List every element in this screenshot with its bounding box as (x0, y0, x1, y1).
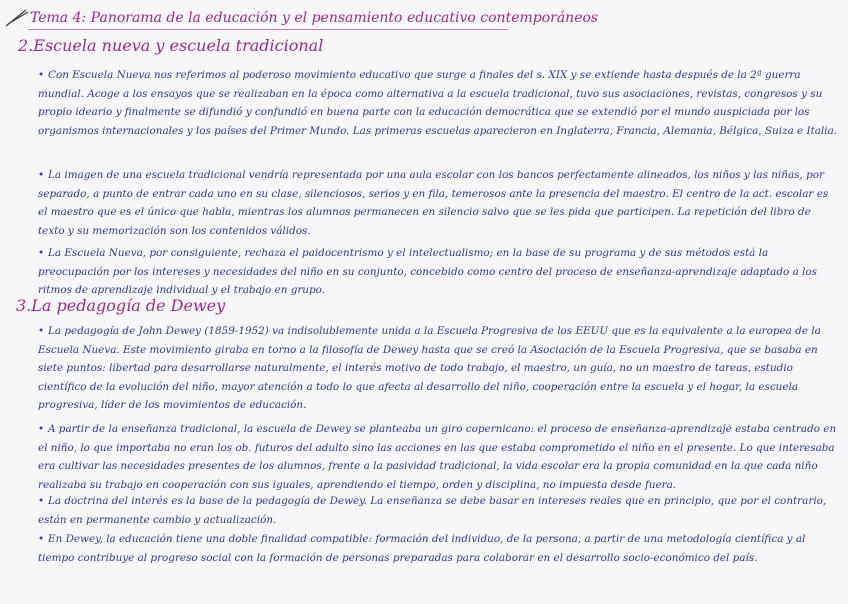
paragraph (38, 492, 838, 529)
paragraph (38, 66, 838, 140)
bullet-icon: • (38, 247, 45, 259)
paragraph-text: La Escuela Nueva, por consiguiente, rechaza el paidocentrismo y el intelectualismo; en la base de su programa y de sus métodos está la preocupación por los intereses y necesidades del niño en su conjunto, concebido como centro del proceso de enseñanza-aprendizaje adaptado a los ritmos de aprendizaje individual y el trabajo en grupo. (38, 247, 817, 297)
paragraph-text: La pedagogía de John Dewey (1859-1952) va indisolublemente unida a la Escuela Progresiva de los EEUU que es la equivalente a la europea de la Escuela Nueva. Este movimiento giraba en torno a la filosofía de Dewey hasta que se creó la Asociación de la Escuela Progresiva, que se basaba en siete puntos: libertad para desarrollarse naturalmente, el interés motivo de todo trabajo, el maestro, un guía, no un maestro de tareas, estudio científico de la evolución del niño, mayor atención a todo lo que afecta al desarrollo del niño, cooperación entre la escuela y el hogar, la escuela progresiva, líder de los movimientos de educación. (38, 325, 821, 412)
section-heading-escuela-nueva: 2.Escuela nueva y escuela tradicional (18, 36, 324, 55)
bullet-icon: • (38, 423, 45, 435)
bullet-icon: • (38, 495, 45, 507)
paragraph (38, 322, 838, 415)
paragraph-text: Con Escuela Nueva nos referimos al poderoso movimiento educativo que surge a finales del s. XIX y se extiende hasta después de la 2ª guerra mundial. Acoge a los ensayos que se realizaban en la época como alternativa a la escuela tradicional, tuvo sus asociaciones, revistas, congresos y su propio ideario y finalmente se difundió y confundió en buena parte con la educación democrática que se extendió por el mundo auspiciada por los organismos internacionales y los países del Primer Mundo. Las primeras escuelas aparecieron en Inglaterra, Francia, Alemania, Bélgica, Suiza e Italia. (38, 69, 838, 137)
paragraph-text: La imagen de una escuela tradicional vendría representada por una aula escolar con los bancos perfectamente alineados, los niños y las niñas, por separado, a punto de entrar cada uno en su clase, silenciosos, serios y en fila, temerosos ante la presencia del maestro. El centro de la act. escolar es el maestro que es el único que habla, mientras los alumnos permanecen en silencio salvo que se les pida que participen. La repetición del libro de texto y su memorización son los contenidos válidos. (38, 169, 829, 237)
title-underline (28, 29, 508, 30)
pen-mark-icon (4, 6, 30, 28)
paragraph-text: En Dewey, la educación tiene una doble finalidad compatible: formación del individuo, de la persona, a partir de una metodología científica y al tiempo contribuye al progreso social con la formación de personas preparadas para colaborar en el desarrollo socio-económico del país. (38, 533, 806, 564)
bullet-icon: • (38, 169, 45, 181)
page-title: Tema 4: Panorama de la educación y el pensamiento educativo contemporáneos (30, 10, 599, 26)
paragraph (38, 420, 838, 494)
bullet-icon: • (38, 69, 45, 81)
paragraph (38, 166, 838, 240)
paragraph-text: La doctrina del interés es la base de la pedagogía de Dewey. La enseñanza se debe basar en intereses reales que en principio, que por el contrario, están en permanente cambio y actualización. (38, 495, 827, 526)
paragraph (38, 530, 838, 567)
paragraph-text: A partir de la enseñanza tradicional, la escuela de Dewey se planteaba un giro copernicano: el proceso de enseñanza-aprendizaje estaba centrado en el niño, lo que importaba no eran los ob. futuros del adulto sino las acciones en las que estaba comprometido el niño en el presente. Lo que interesaba era cultivar las necesidades presentes de los alumnos, frente a la pasividad tradicional, la vida escolar era la propia comunidad en la que cada niño realizaba su trabajo en cooperación con sus iguales, aprendiendo el tiempo, orden y disciplina, no impuesta desde fuera. (38, 423, 837, 491)
paragraph (38, 244, 838, 300)
section-heading-dewey: 3.La pedagogía de Dewey (16, 296, 226, 315)
bullet-icon: • (38, 533, 45, 545)
bullet-icon: • (38, 325, 45, 337)
